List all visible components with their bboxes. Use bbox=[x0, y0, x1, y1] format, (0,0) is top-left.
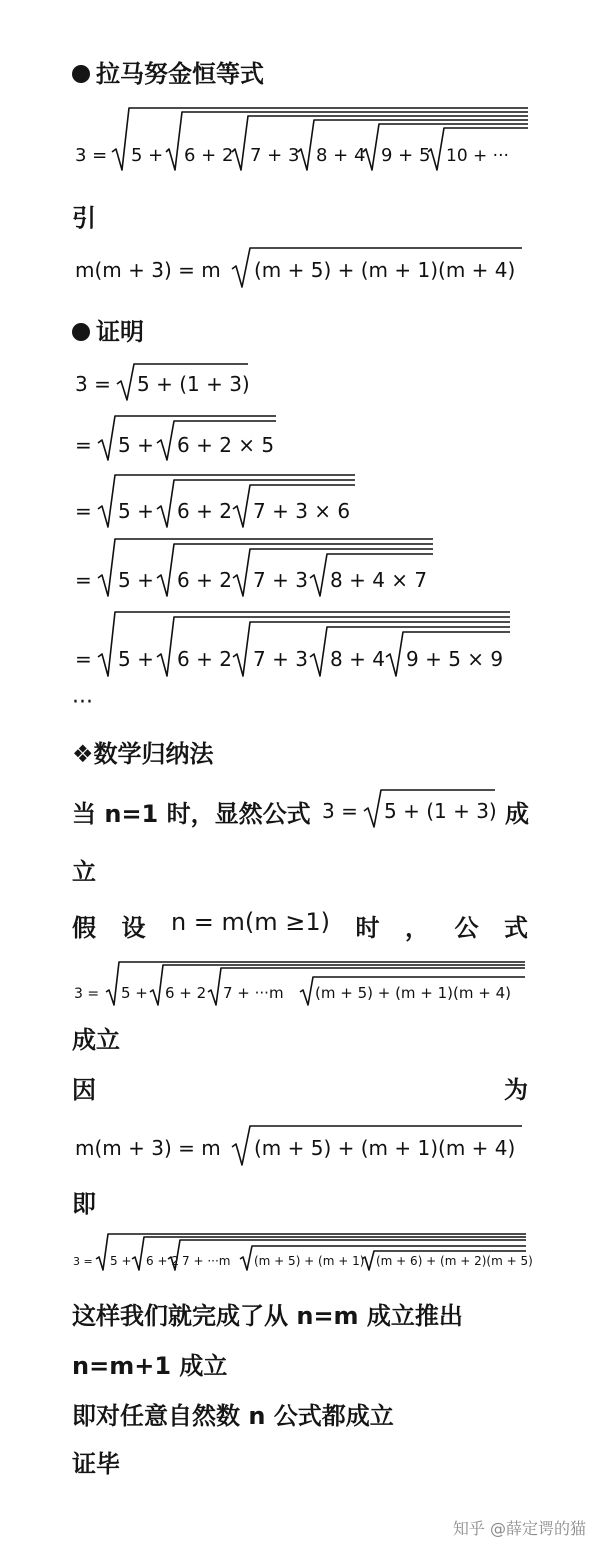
established-label: 成立 bbox=[72, 1026, 120, 1054]
svg-text:8 + 4: 8 + 4 bbox=[330, 647, 385, 671]
svg-text:(m + 6) + (m + 2)(m + 5): (m + 6) + (m + 2)(m + 5) bbox=[376, 1254, 533, 1268]
svg-text:5 +: 5 + bbox=[131, 145, 164, 166]
conclusion-line-2: n=m+1 成立 bbox=[72, 1352, 228, 1380]
ellipsis: ··· bbox=[72, 690, 93, 715]
svg-text:6 + 2: 6 + 2 bbox=[165, 984, 207, 1002]
proof-line-1 bbox=[0, 358, 600, 404]
svg-text:5 +: 5 + bbox=[121, 984, 148, 1002]
assume-word: 时 bbox=[355, 914, 380, 942]
svg-text:3 =: 3 = bbox=[75, 372, 111, 396]
svg-text:3 =: 3 = bbox=[73, 1255, 93, 1268]
svg-text:10 + ···: 10 + ··· bbox=[446, 146, 509, 166]
assume-word: 式 bbox=[503, 914, 528, 942]
svg-text:=: = bbox=[75, 433, 92, 457]
assume-word: 设 bbox=[121, 914, 146, 942]
proof-line-2 bbox=[0, 410, 600, 464]
svg-text:9 + 5 × 9: 9 + 5 × 9 bbox=[406, 647, 504, 671]
svg-text:8 + 4 × 7: 8 + 4 × 7 bbox=[330, 568, 428, 592]
svg-text:7 + 3: 7 + 3 bbox=[250, 145, 300, 166]
svg-text:3 =: 3 = bbox=[322, 799, 358, 823]
label-ji: 即 bbox=[72, 1190, 96, 1218]
assumption-line bbox=[72, 908, 528, 943]
svg-text:(m + 5) + (m + 1): (m + 5) + (m + 1) bbox=[254, 1254, 365, 1268]
svg-text:m(m + 3) = m: m(m + 3) = m bbox=[75, 1136, 221, 1160]
svg-text:(m + 5) + (m + 1)(m + 4): (m + 5) + (m + 1)(m + 4) bbox=[254, 1136, 516, 1160]
svg-text:7 + 3: 7 + 3 bbox=[253, 647, 308, 671]
svg-text:m(m + 3) = m: m(m + 3) = m bbox=[75, 258, 221, 282]
formula-final bbox=[0, 1228, 600, 1276]
svg-text:5 +: 5 + bbox=[118, 568, 154, 592]
svg-text:=: = bbox=[75, 568, 92, 592]
svg-text:9 + 5: 9 + 5 bbox=[381, 145, 431, 166]
assume-word: 公 bbox=[454, 914, 479, 942]
svg-text:5 +: 5 + bbox=[110, 1254, 132, 1268]
svg-text:3 =: 3 = bbox=[75, 145, 108, 166]
because-right: 为 bbox=[504, 1076, 528, 1104]
proof-line-5 bbox=[0, 608, 600, 686]
heading-induction: ❖数学归纳法 bbox=[72, 740, 214, 768]
svg-text:7 + 3 × 6: 7 + 3 × 6 bbox=[253, 499, 351, 523]
svg-text:5 +: 5 + bbox=[118, 499, 154, 523]
because-left: 因 bbox=[72, 1076, 96, 1104]
svg-text:6 + 2: 6 + 2 bbox=[177, 568, 232, 592]
svg-text:5 + (1 + 3): 5 + (1 + 3) bbox=[384, 799, 497, 823]
conclusion-line-1: 这样我们就完成了从 n=m 成立推出 bbox=[72, 1302, 463, 1330]
formula-lemma bbox=[0, 240, 600, 292]
svg-text:=: = bbox=[75, 499, 92, 523]
svg-text:6 + 2: 6 + 2 bbox=[184, 145, 234, 166]
svg-text:6 + 2: 6 + 2 bbox=[146, 1254, 179, 1268]
proof-line-4 bbox=[0, 536, 600, 606]
because-line bbox=[72, 1070, 528, 1105]
bullet-icon bbox=[72, 323, 90, 341]
svg-text:7 + 3: 7 + 3 bbox=[253, 568, 308, 592]
svg-text:(m + 5) + (m + 1)(m + 4): (m + 5) + (m + 1)(m + 4) bbox=[254, 258, 516, 282]
qed-label: 证毕 bbox=[72, 1450, 120, 1478]
base-case-line2: 立 bbox=[72, 858, 96, 886]
assume-word: 假 bbox=[72, 914, 96, 942]
assume-word: ， bbox=[405, 914, 430, 942]
base-case-text: 当 n=1 时，显然公式 bbox=[72, 800, 311, 828]
watermark: 知乎 @薛定谔的猫 bbox=[452, 1519, 586, 1538]
proof-line-3 bbox=[0, 470, 600, 532]
svg-text:6 + 2 × 5: 6 + 2 × 5 bbox=[177, 433, 275, 457]
conclusion-line-3: 即对任意自然数 n 公式都成立 bbox=[72, 1402, 394, 1430]
svg-text:6 + 2: 6 + 2 bbox=[177, 647, 232, 671]
svg-text:5 +: 5 + bbox=[118, 433, 154, 457]
heading-ramanujan: 拉马努金恒等式 bbox=[72, 54, 264, 89]
base-case-suffix: 成 bbox=[505, 800, 529, 828]
svg-text:3 =: 3 = bbox=[74, 986, 100, 1002]
svg-text:5 +: 5 + bbox=[118, 647, 154, 671]
bullet-icon bbox=[72, 65, 90, 83]
assume-condition: n = m(m ≥1) bbox=[170, 908, 331, 936]
svg-text:6 + 2: 6 + 2 bbox=[177, 499, 232, 523]
svg-text:7 + ···m: 7 + ···m bbox=[223, 984, 284, 1002]
svg-text:8 + 4: 8 + 4 bbox=[316, 145, 366, 166]
heading-proof: 证明 bbox=[72, 312, 144, 347]
svg-text:(m + 5) + (m + 1)(m + 4): (m + 5) + (m + 1)(m + 4) bbox=[315, 984, 511, 1002]
svg-text:5 + (1 + 3): 5 + (1 + 3) bbox=[137, 372, 250, 396]
svg-text:7 + ···m: 7 + ···m bbox=[182, 1254, 231, 1268]
svg-text:=: = bbox=[75, 647, 92, 671]
formula-nested-radical bbox=[0, 100, 600, 180]
label-yin: 引 bbox=[72, 204, 96, 232]
formula-lemma-repeat bbox=[0, 1118, 600, 1170]
formula-assumption bbox=[0, 956, 600, 1008]
